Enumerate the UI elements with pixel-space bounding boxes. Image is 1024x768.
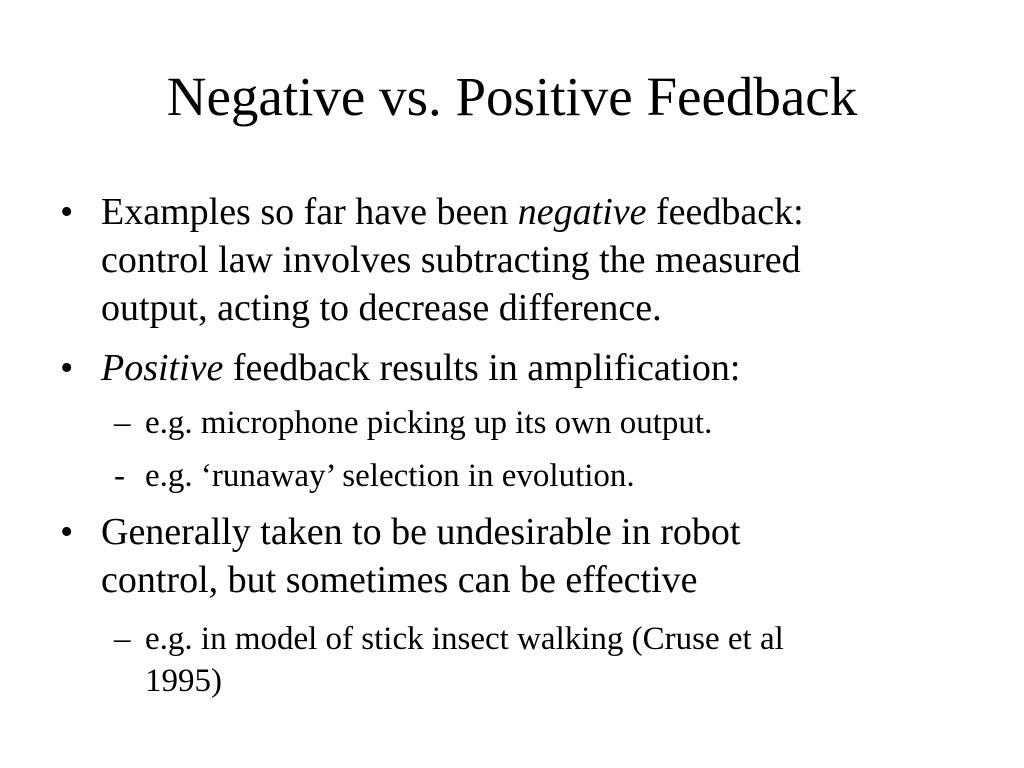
bullet-line: output, acting to decrease difference. — [101, 287, 662, 329]
subbullet-mark: – — [114, 621, 131, 657]
bullet-line-text: feedback: — [646, 191, 804, 233]
subbullet-text: e.g. ‘runaway’ selection in evolution. — [145, 458, 635, 494]
bullet-text — [101, 344, 961, 392]
bullet-line: control law involves subtracting the measured — [101, 239, 801, 281]
slide-title: Negative vs. Positive Feedback — [166, 66, 858, 127]
bullet-text — [101, 508, 961, 604]
bullet-line-text: feedback results in amplification: — [223, 347, 741, 389]
subbullet-mark: – — [114, 405, 131, 441]
bullet-text — [101, 188, 961, 332]
bullet-line: Generally taken to be undesirable in robot — [101, 511, 741, 553]
subbullet-text — [145, 618, 935, 702]
bullet-mark: • — [60, 511, 74, 553]
subbullet-line: 1995) — [145, 663, 222, 699]
bullet-line: control, but sometimes can be effective — [101, 559, 698, 601]
bullet-mark: • — [60, 347, 74, 389]
bullet-line — [101, 188, 961, 236]
bullet-line-text: Examples so far have been — [101, 191, 518, 233]
emphasis-text: Positive — [101, 347, 224, 389]
subbullet-text: e.g. microphone picking up its own output. — [145, 405, 713, 441]
subbullet-mark: - — [114, 458, 125, 494]
emphasis-text: negative — [517, 191, 647, 233]
subbullet-line: e.g. in model of stick insect walking (Cruse et al — [145, 621, 784, 657]
bullet-mark: • — [60, 191, 74, 233]
